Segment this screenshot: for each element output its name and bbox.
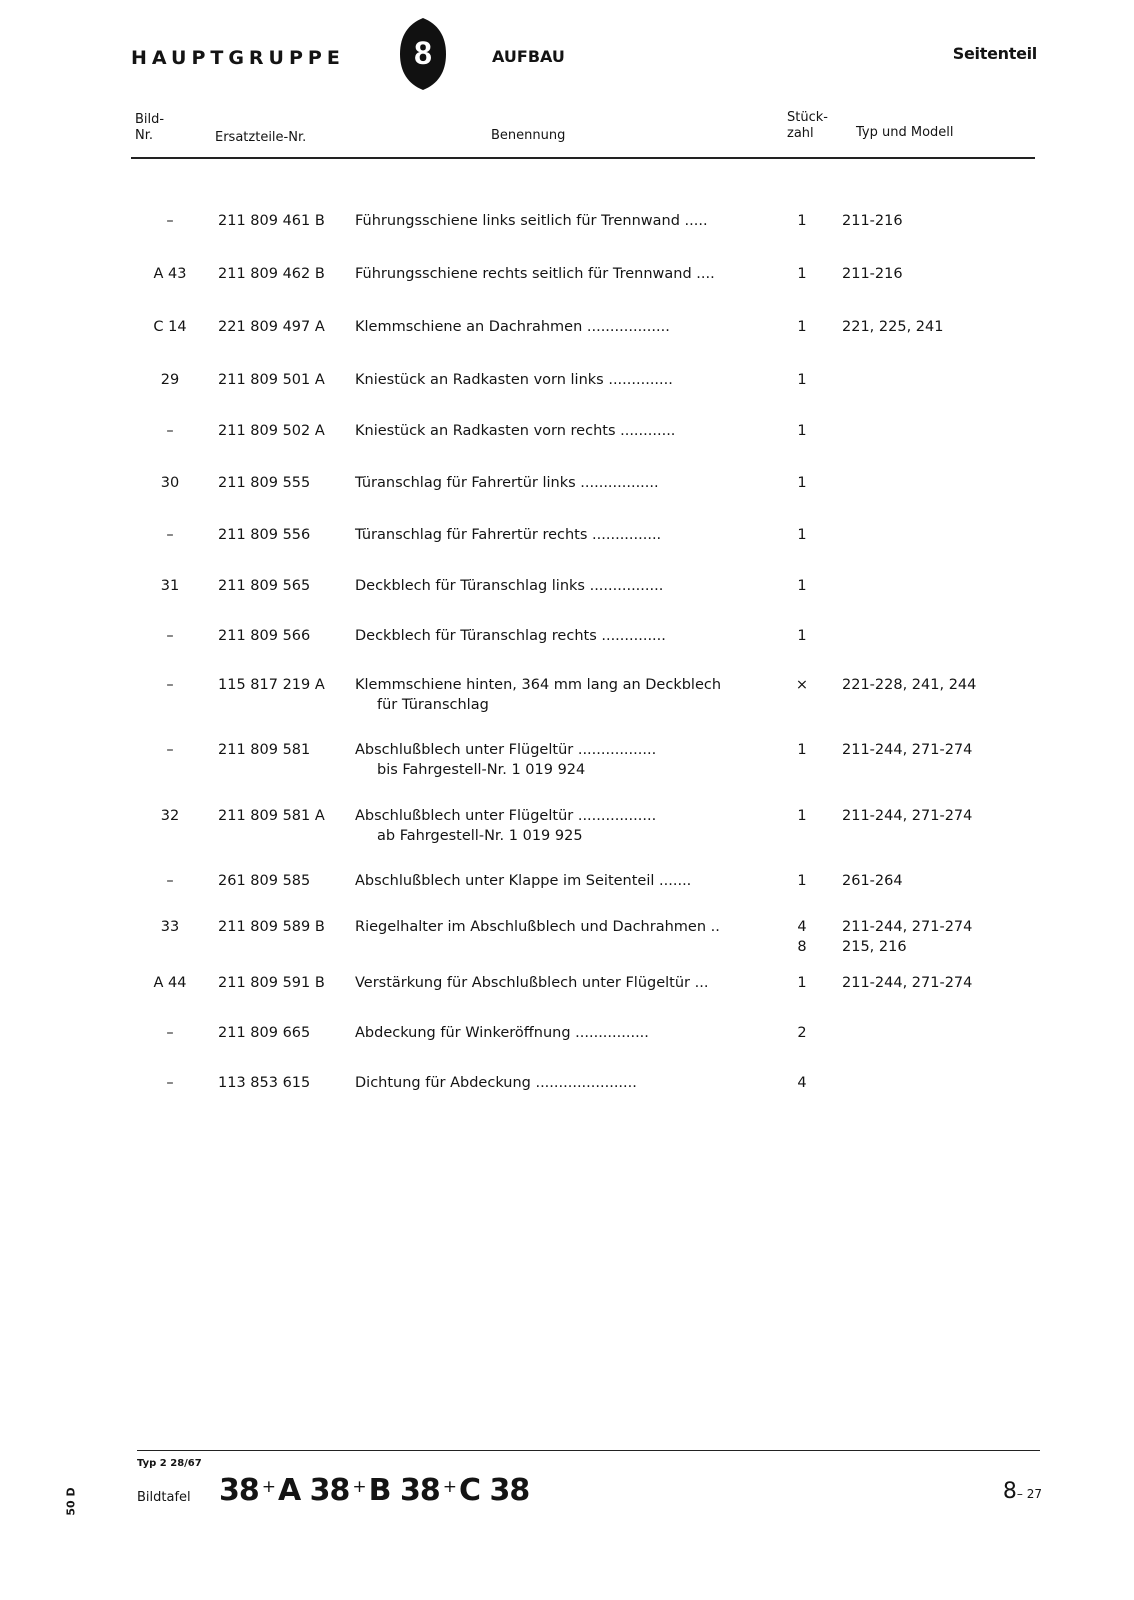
part-number: 221 809 497 A bbox=[218, 319, 325, 335]
type-model-line2: 215, 216 bbox=[842, 939, 907, 955]
type-model: 211-244, 271-274 bbox=[842, 975, 973, 991]
group-label: HAUPTGRUPPE bbox=[131, 47, 345, 69]
part-name: Abschlußblech unter Flügeltür ................. ab Fahrgestell-Nr. 1 019 925 bbox=[355, 808, 657, 844]
quantity: 1 bbox=[797, 423, 807, 439]
bild-nr: – bbox=[166, 213, 174, 229]
col-header-name: Benennung bbox=[491, 128, 566, 143]
type-model: 221, 225, 241 bbox=[842, 319, 944, 335]
quantity: 1 bbox=[797, 578, 807, 594]
group-number: 8 bbox=[414, 35, 432, 71]
col-header-part-no: Ersatzteile-Nr. bbox=[215, 130, 307, 145]
part-name: Klemmschiene hinten, 364 mm lang an Deckblech für Türanschlag bbox=[355, 677, 722, 713]
part-number: 261 809 585 bbox=[218, 873, 311, 889]
part-number: 211 809 566 bbox=[218, 628, 311, 644]
part-number: 211 809 556 bbox=[218, 527, 311, 543]
subsection-title: Seitenteil bbox=[952, 44, 1037, 63]
part-number: 211 809 565 bbox=[218, 578, 311, 594]
page-number: 8– 27 bbox=[1002, 1479, 1042, 1504]
col-header-bild-nr: Bild- Nr. bbox=[135, 112, 165, 143]
part-name: Dichtung für Abdeckung ...................... bbox=[355, 1075, 637, 1091]
type-model: 261-264 bbox=[842, 873, 903, 889]
type-model: 211-244, 271-274 bbox=[842, 742, 973, 758]
bild-nr: 32 bbox=[160, 808, 180, 824]
bild-nr: – bbox=[166, 527, 174, 543]
quantity: 1 bbox=[797, 372, 807, 388]
type-model: 211-244, 271-274 bbox=[842, 808, 973, 824]
part-name: Führungsschiene rechts seitlich für Trennwand .... bbox=[355, 266, 715, 282]
quantity: 1 bbox=[797, 527, 807, 543]
quantity: 1 bbox=[797, 873, 807, 889]
part-number: 211 809 462 B bbox=[218, 266, 325, 282]
bild-nr: C 14 bbox=[153, 319, 187, 335]
bild-nr: 33 bbox=[160, 919, 180, 935]
quantity-line2: 8 bbox=[797, 939, 807, 955]
part-number: 211 809 591 B bbox=[218, 975, 325, 991]
part-name: Abschlußblech unter Klappe im Seitenteil ....... bbox=[355, 873, 692, 889]
quantity: 1 bbox=[797, 808, 807, 824]
side-code: 50 D bbox=[64, 1487, 78, 1516]
section-title: AUFBAU bbox=[492, 47, 565, 66]
header-rule bbox=[131, 157, 1035, 159]
part-number: 211 809 461 B bbox=[218, 213, 325, 229]
quantity: 2 bbox=[797, 1025, 807, 1041]
bild-nr: 29 bbox=[160, 372, 180, 388]
bild-nr: 31 bbox=[160, 578, 180, 594]
type-model: 211-216 bbox=[842, 266, 903, 282]
part-name: Klemmschiene an Dachrahmen .................. bbox=[355, 319, 670, 335]
part-name: Türanschlag für Fahrertür links ................. bbox=[355, 475, 659, 491]
type-model: 211-244, 271-274 215, 216 bbox=[842, 919, 973, 955]
part-name: Deckblech für Türanschlag rechts .............. bbox=[355, 628, 666, 644]
bild-nr: – bbox=[166, 1075, 174, 1091]
col-header-qty: Stück- zahl bbox=[787, 110, 828, 141]
quantity: 1 bbox=[797, 266, 807, 282]
part-name: Riegelhalter im Abschlußblech und Dachrahmen .. bbox=[355, 919, 720, 935]
bild-nr: – bbox=[166, 677, 174, 693]
quantity: 1 bbox=[797, 628, 807, 644]
bild-nr: – bbox=[166, 873, 174, 889]
part-name-line2: für Türanschlag bbox=[377, 697, 489, 713]
part-name-line2: bis Fahrgestell-Nr. 1 019 924 bbox=[377, 762, 586, 778]
group-number-badge bbox=[398, 16, 448, 92]
type-model: 211-216 bbox=[842, 213, 903, 229]
part-number: 211 809 502 A bbox=[218, 423, 325, 439]
quantity: 4 8 bbox=[790, 917, 814, 957]
bild-nr: – bbox=[166, 423, 174, 439]
part-number: 211 809 589 B bbox=[218, 919, 325, 935]
quantity: 4 bbox=[797, 1075, 807, 1091]
part-name: Führungsschiene links seitlich für Trennwand ..... bbox=[355, 213, 708, 229]
quantity: 1 bbox=[797, 213, 807, 229]
part-number: 211 809 581 A bbox=[218, 808, 325, 824]
footer-rule bbox=[137, 1450, 1040, 1451]
part-number: 113 853 615 bbox=[218, 1075, 311, 1091]
part-name: Abschlußblech unter Flügeltür ................. bis Fahrgestell-Nr. 1 019 924 bbox=[355, 742, 657, 778]
quantity: 1 bbox=[797, 319, 807, 335]
bildtafel-label: Bildtafel bbox=[137, 1490, 191, 1505]
part-name: Abdeckung für Winkeröffnung ................ bbox=[355, 1025, 649, 1041]
bild-nr: – bbox=[166, 742, 174, 758]
footer-typ: Typ 2 28/67 bbox=[137, 1458, 202, 1469]
bild-nr: 30 bbox=[160, 475, 180, 491]
bild-nr: – bbox=[166, 1025, 174, 1041]
quantity: 1 bbox=[797, 975, 807, 991]
part-number: 115 817 219 A bbox=[218, 677, 325, 693]
bildtafel-numbers: 38 + A 38 + B 38 + C 38 bbox=[219, 1473, 530, 1508]
quantity: × bbox=[795, 677, 809, 693]
part-name-line2: ab Fahrgestell-Nr. 1 019 925 bbox=[377, 828, 583, 844]
part-number: 211 809 555 bbox=[218, 475, 311, 491]
part-name: Deckblech für Türanschlag links ................ bbox=[355, 578, 664, 594]
part-name: Verstärkung für Abschlußblech unter Flügeltür ... bbox=[355, 975, 709, 991]
part-number: 211 809 581 bbox=[218, 742, 311, 758]
bild-nr: – bbox=[166, 628, 174, 644]
part-name: Kniestück an Radkasten vorn rechts ............ bbox=[355, 423, 676, 439]
bild-nr: A 43 bbox=[153, 266, 187, 282]
quantity: 1 bbox=[797, 742, 807, 758]
type-model: 221-228, 241, 244 bbox=[842, 677, 977, 693]
quantity: 1 bbox=[797, 475, 807, 491]
bild-nr: A 44 bbox=[153, 975, 187, 991]
part-number: 211 809 665 bbox=[218, 1025, 311, 1041]
part-number: 211 809 501 A bbox=[218, 372, 325, 388]
col-header-type: Typ und Modell bbox=[856, 125, 954, 140]
part-name: Türanschlag für Fahrertür rechts ............... bbox=[355, 527, 662, 543]
part-name: Kniestück an Radkasten vorn links .............. bbox=[355, 372, 673, 388]
